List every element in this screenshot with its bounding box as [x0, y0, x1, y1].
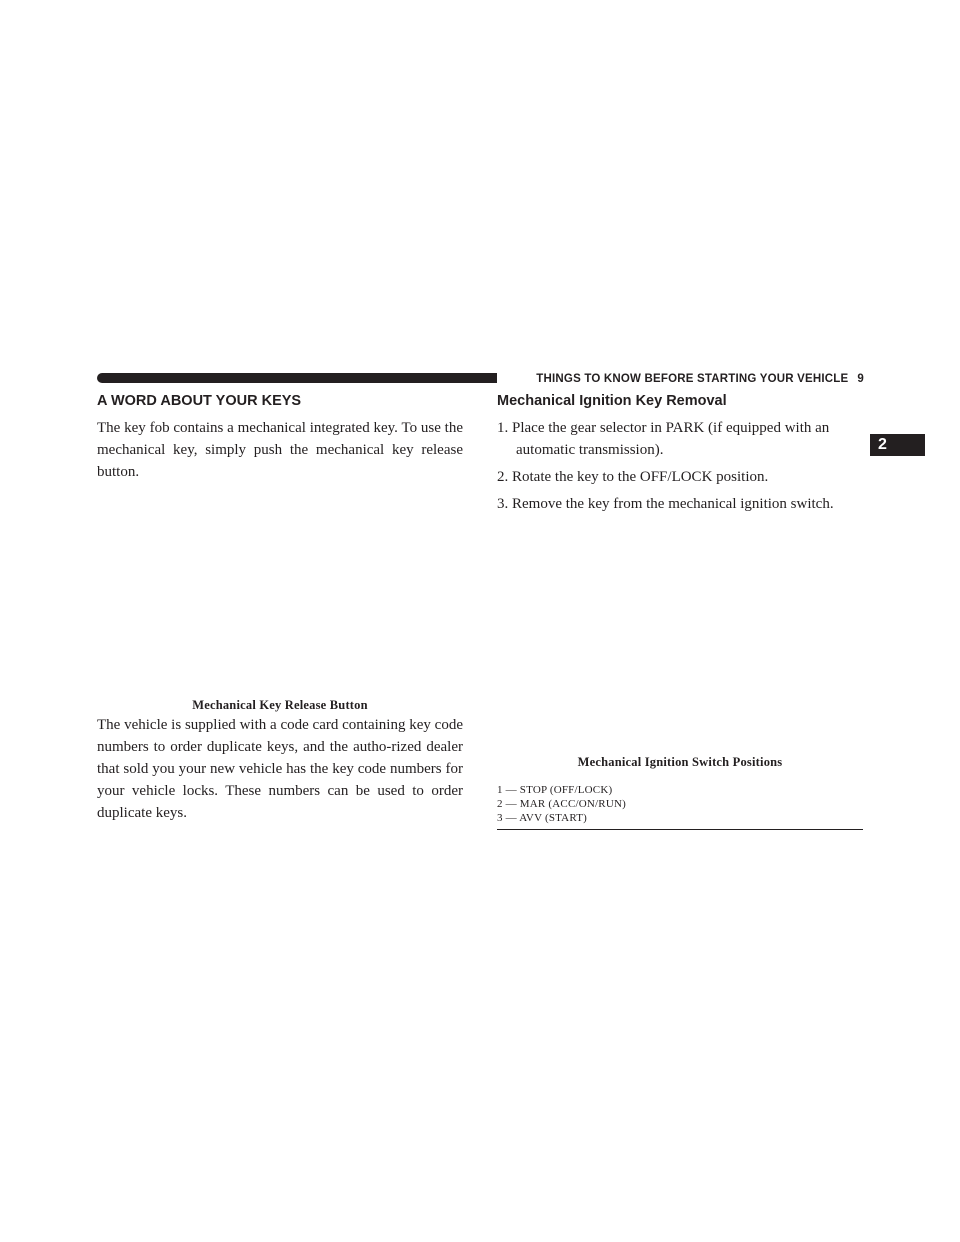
legend-item: 3 — AVV (START) — [497, 812, 587, 824]
running-title: THINGS TO KNOW BEFORE STARTING YOUR VEHICLE — [536, 373, 849, 385]
figure-caption-key-release: Mechanical Key Release Button — [192, 698, 368, 712]
ignition-legend — [497, 783, 863, 825]
legend-item: 2 — MAR (ACC/ON/RUN) — [497, 798, 626, 810]
figure-caption-ignition-positions: Mechanical Ignition Switch Positions — [577, 755, 783, 769]
section-heading-keys: A WORD ABOUT YOUR KEYS — [97, 393, 302, 409]
header-rule-left — [97, 373, 497, 383]
legend-item: 1 — STOP (OFF/LOCK) — [497, 784, 613, 796]
step-2: 2. Rotate the key to the OFF/LOCK position. — [497, 469, 769, 485]
page-number: 9 — [857, 373, 864, 385]
section-heading-key-removal: Mechanical Ignition Key Removal — [497, 393, 727, 409]
legend-divider — [497, 829, 863, 830]
chapter-tab: 2 — [870, 434, 925, 456]
running-head — [508, 371, 864, 387]
step-1: 1. Place the gear selector in PARK (if equipped with an automatic transmission). — [497, 420, 830, 458]
keys-intro-paragraph: The key fob contains a mechanical integrated key. To use the mechanical key, simply push the mechanical key release button. — [97, 420, 463, 480]
duplicate-keys-paragraph: The vehicle is supplied with a code card containing key code numbers to order duplicate keys, and the autho-rized dealer that sold you your new vehicle has the key code numbers for your vehicle locks. These numbers can be used to order duplicate keys. — [97, 717, 463, 821]
step-3: 3. Remove the key from the mechanical ignition switch. — [497, 496, 834, 512]
